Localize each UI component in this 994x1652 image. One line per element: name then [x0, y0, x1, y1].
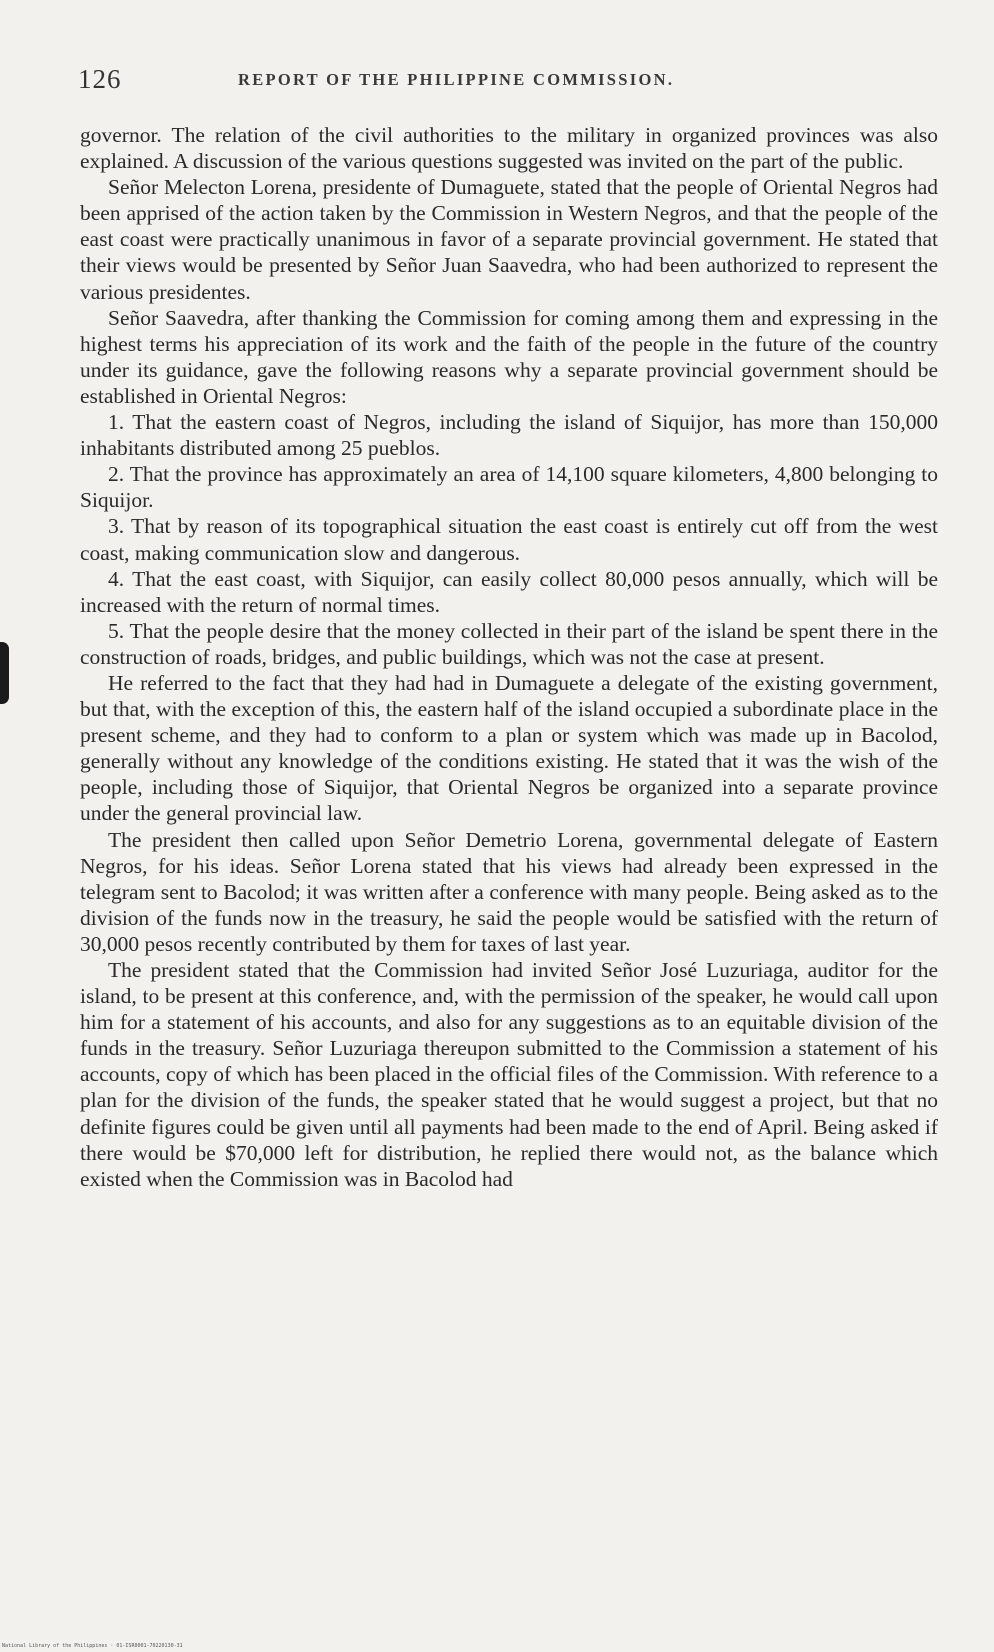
- paragraph: Señor Melecton Lorena, presidente of Dumaguete, stated that the people of Oriental Negros had been apprised of the action taken by the Commission in Western Negros, and that the people of the east coast were practically unanimous in favor of a separate provincial government. He stated that their views would be presented by Señor Juan Saavedra, who had been authorized to represent the various presidentes.: [80, 175, 938, 304]
- list-item: 4. That the east coast, with Siquijor, can easily collect 80,000 pesos annually, which will be increased with the return of normal times.: [80, 566, 938, 617]
- running-head: REPORT OF THE PHILIPPINE COMMISSION.: [238, 70, 675, 89]
- paragraph: The president stated that the Commission had invited Señor José Luzuriaga, auditor for the island, to be present at this conference, and, with the permission of the speaker, he would call upon him for a statement of his accounts, and also for any suggestions as to an equitable division of the funds in the treasury. Señor Luzuriaga thereupon submitted to the Commission a statement of his accounts, copy of which has been placed in the official files of the Commission. With reference to a plan for the division of the funds, the speaker stated that he would suggest a project, but that no definite figures could be given until all payments had been made to the end of April. Being asked if there would be $70,000 left for distribution, he replied there would not, as the balance which existed when the Commission was in Bacolod had: [80, 958, 938, 1191]
- page-number: 126: [78, 64, 122, 94]
- paragraph: Señor Saavedra, after thanking the Commission for coming among them and expressing in the highest terms his appreciation of its work and the faith of the people in the future of the country under its guidance, gave the following reasons why a separate provincial government should be established in Oriental Negros:: [80, 305, 938, 408]
- paragraph: He referred to the fact that they had had in Dumaguete a delegate of the existing government, but that, with the exception of this, the eastern half of the island occupied a subordinate place in the present scheme, and they had to conform to a plan or system which was made up in Bacolod, generally without any knowledge of the conditions existing. He stated that it was the wish of the people, including those of Siquijor, that Oriental Negros be organized into a separate province under the general provincial law.: [80, 670, 938, 826]
- list-item: 2. That the province has approximately an area of 14,100 square kilometers, 4,800 belonging to Siquijor.: [80, 462, 938, 513]
- paragraph-continued: governor. The relation of the civil authorities to the military in organized provinces was also explained. A discussion of the various questions suggested was invited on the part of the public.: [80, 123, 938, 174]
- binding-mark: [0, 642, 9, 704]
- list-item: 3. That by reason of its topographical situation the east coast is entirely cut off from the west coast, making communication slow and dangerous.: [80, 514, 938, 565]
- body-text: [80, 122, 938, 1192]
- paragraph: The president then called upon Señor Demetrio Lorena, governmental delegate of Eastern Negros, for his ideas. Señor Lorena stated that his views had already been expressed in the telegram sent to Bacolod; it was written after a conference with many people. Being asked as to the division of the funds now in the treasury, he said the people would be satisfied with the return of 30,000 pesos recently contributed by them for taxes of last year.: [80, 827, 938, 956]
- footer-credit: National Library of the Philippines · 01-ISR0001-70220130-31: [2, 1643, 183, 1649]
- list-item: 1. That the eastern coast of Negros, including the island of Siquijor, has more than 150,000 inhabitants distributed among 25 pueblos.: [80, 410, 938, 461]
- list-item: 5. That the people desire that the money collected in their part of the island be spent there in the construction of roads, bridges, and public buildings, which was not the case at present.: [80, 618, 938, 669]
